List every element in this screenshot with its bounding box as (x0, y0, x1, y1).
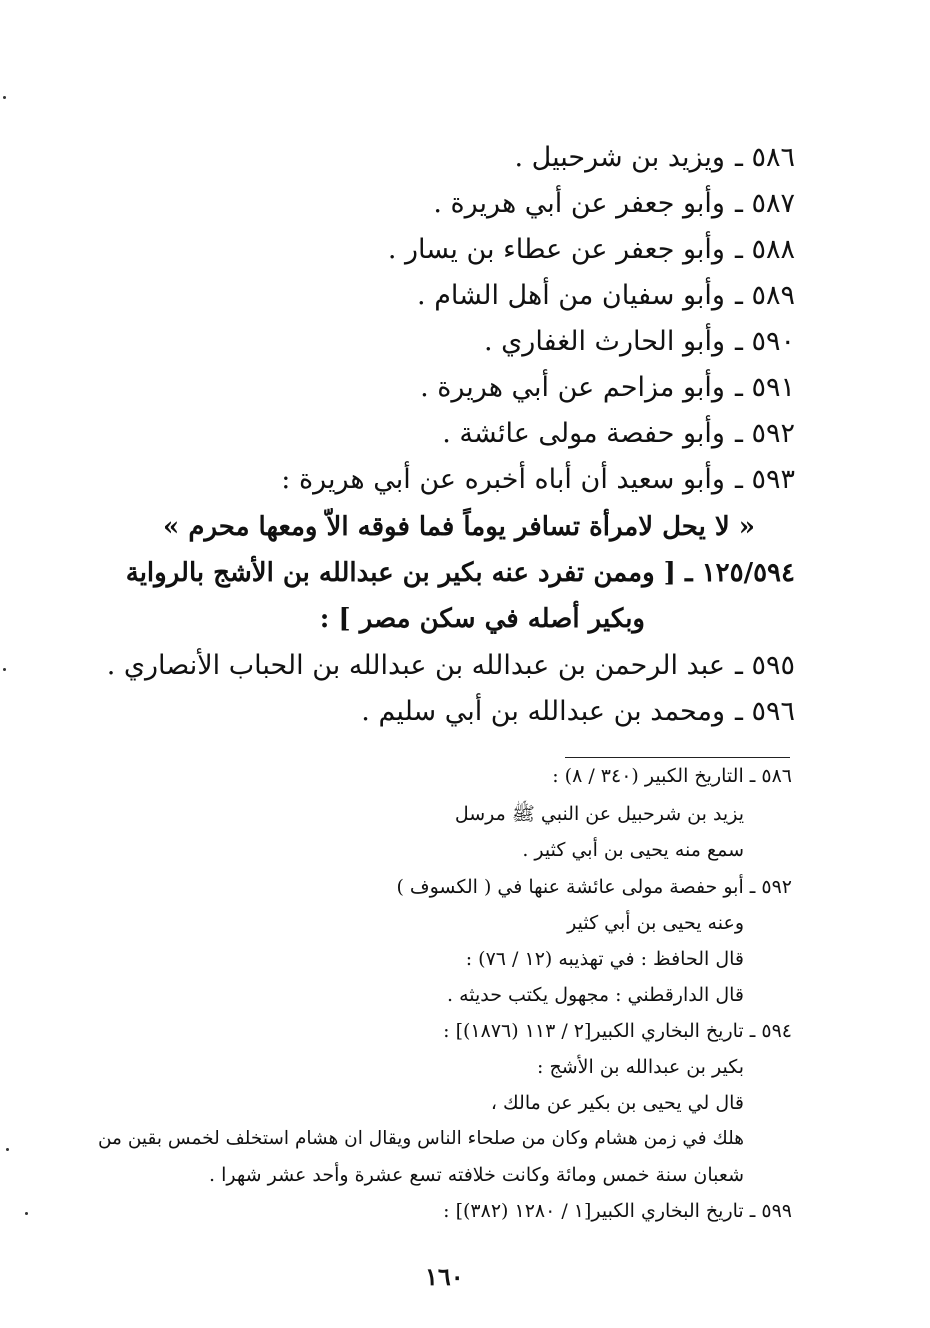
footnote-594: ٥٩٤ ـ تاريخ البخاري الكبير[٢ / ١١٣ (١٨٧٦)] : (443, 1020, 792, 1042)
footnote-line: شعبان سنة خمس ومائة وكانت خلافته تسع عشرة وأحد عشر شهرا . (209, 1164, 744, 1186)
scan-speck (6, 1148, 9, 1151)
footnote-separator (565, 757, 790, 758)
scan-speck (3, 668, 6, 671)
footnote-line: قال الحافظ : في تهذيبه (١٢ / ٧٦) : (465, 948, 744, 970)
entry-592: ٥٩٢ ـوأبو حفصة مولى عائشة . (442, 418, 795, 449)
entry-589: ٥٨٩ ـوأبو سفيان من أهل الشام . (417, 280, 795, 311)
footnote-599: ٥٩٩ ـ تاريخ البخاري الكبير[١ / ١٢٨٠ (٣٨٢)] : (443, 1200, 792, 1222)
entry-588: ٥٨٨ ـوأبو جعفر عن عطاء بن يسار . (387, 234, 795, 265)
footnote-line: يزيد بن شرحبيل عن النبي ﷺ مرسل (454, 803, 744, 825)
page-number: ١٦٠ (425, 1262, 464, 1291)
scan-speck (25, 1212, 28, 1215)
footnote-line: وعنه يحيى بن أبي كثير (567, 912, 744, 934)
footnote-line: قال الدارقطني : مجهول يكتب حديثه . (446, 984, 744, 1006)
footnote-line: هلك في زمن هشام وكان من صلحاء الناس ويقال ان هشام استخلف لخمس بقين من (97, 1128, 744, 1149)
footnote-line: بكير بن عبدالله بن الأشج : (537, 1056, 744, 1078)
footnote-line: قال لي يحيى بن بكير عن مالك ، (490, 1092, 744, 1114)
hadith-text: « لا يحل لامرأة تسافر يوماً فما فوقه الاّ ومعها محرم » (163, 512, 755, 542)
section-heading-line1: ١٢٥/٥٩٤ ـ [ وممن تفرد عنه بكير بن عبدالله بن الأشج بالرواية (125, 558, 795, 588)
scan-speck (3, 96, 6, 99)
footnote-592: ٥٩٢ ـ أبو حفصة مولى عائشة عنها في ( الكسوف ) (396, 876, 792, 898)
entry-590: ٥٩٠ ـوأبو الحارث الغفاري . (484, 326, 795, 357)
footnote-line: سمع منه يحيى بن أبي كثير . (522, 839, 744, 861)
footnote-586: ٥٨٦ ـ التاريخ الكبير (٣٤٠ / ٨) : (552, 765, 792, 787)
section-heading-line2: وبكير أصله في سكن مصر ] : (319, 604, 645, 634)
entry-593: ٥٩٣ ـوأبو سعيد أن أباه أخبره عن أبي هريرة : (281, 464, 795, 495)
entry-595: ٥٩٥ ـعبد الرحمن بن عبدالله بن عبدالله بن الحباب الأنصاري . (106, 650, 795, 681)
entry-586: ٥٨٦ ـويزيد بن شرحبيل . (514, 142, 795, 173)
entry-591: ٥٩١ ـوأبو مزاحم عن أبي هريرة . (420, 372, 795, 403)
entry-596: ٥٩٦ ـومحمد بن عبدالله بن أبي سليم . (361, 696, 795, 727)
entry-587: ٥٨٧ ـوأبو جعفر عن أبي هريرة . (433, 188, 795, 219)
